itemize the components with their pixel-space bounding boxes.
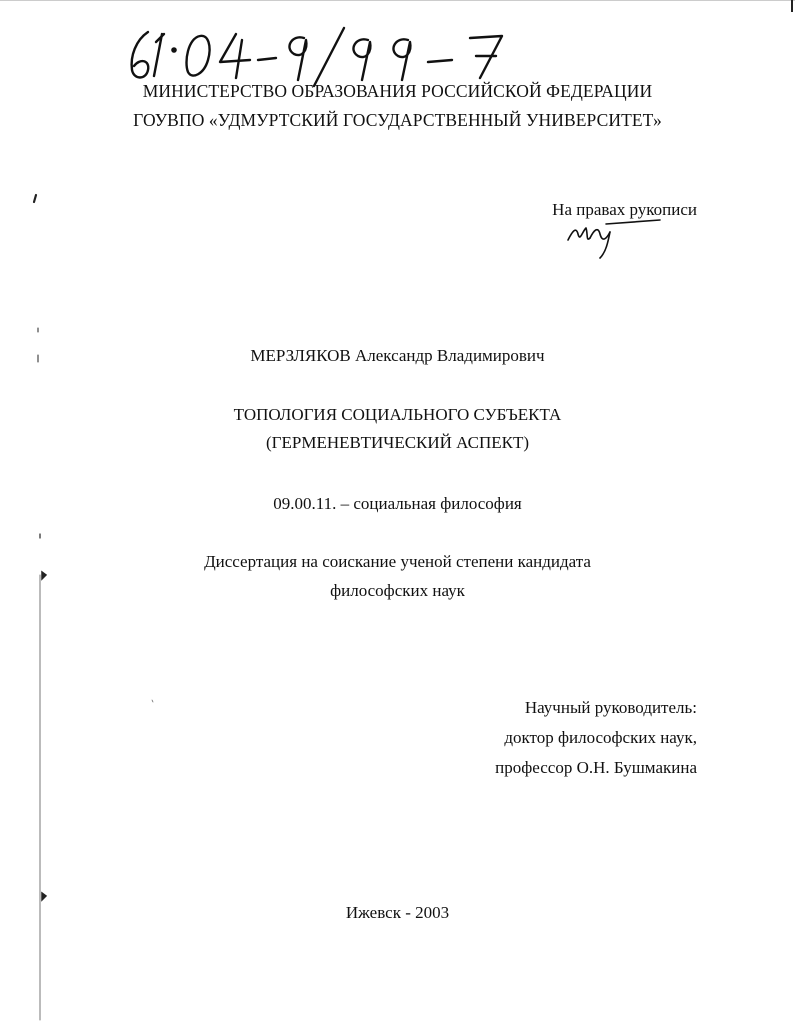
manuscript-rights: На правах рукописи bbox=[552, 200, 697, 219]
advisor-degree: доктор философских наук, bbox=[504, 728, 697, 747]
scan-corner-mark bbox=[791, 0, 793, 12]
university-line: ГОУВПО «УДМУРТСКИЙ ГОСУДАРСТВЕННЫЙ УНИВЕРСИТЕТ» bbox=[133, 110, 662, 130]
handwritten-archive-number bbox=[118, 26, 528, 88]
degree-line-1: Диссертация на соискание ученой степени кандидата bbox=[204, 552, 591, 571]
scan-top-border bbox=[0, 0, 795, 1]
ministry-line: МИНИСТЕРСТВО ОБРАЗОВАНИЯ РОССИЙСКОЙ ФЕДЕРАЦИИ bbox=[142, 81, 653, 101]
signature bbox=[560, 212, 670, 262]
degree-line-2: философских наук bbox=[330, 581, 465, 600]
city-year: Ижевск - 2003 bbox=[345, 903, 450, 922]
dissertation-title-line-2: (ГЕРМЕНЕВТИЧЕСКИЙ АСПЕКТ) bbox=[266, 433, 529, 452]
advisor-name: профессор О.Н. Бушмакина bbox=[495, 758, 697, 777]
advisor-label: Научный руководитель: bbox=[524, 698, 697, 717]
specialty-code: 09.00.11. – социальная философия bbox=[273, 494, 522, 513]
dissertation-title-line-1: ТОПОЛОГИЯ СОЦИАЛЬНОГО СУБЪЕКТА bbox=[233, 405, 562, 424]
author-name: МЕРЗЛЯКОВ Александр Владимирович bbox=[250, 346, 545, 365]
